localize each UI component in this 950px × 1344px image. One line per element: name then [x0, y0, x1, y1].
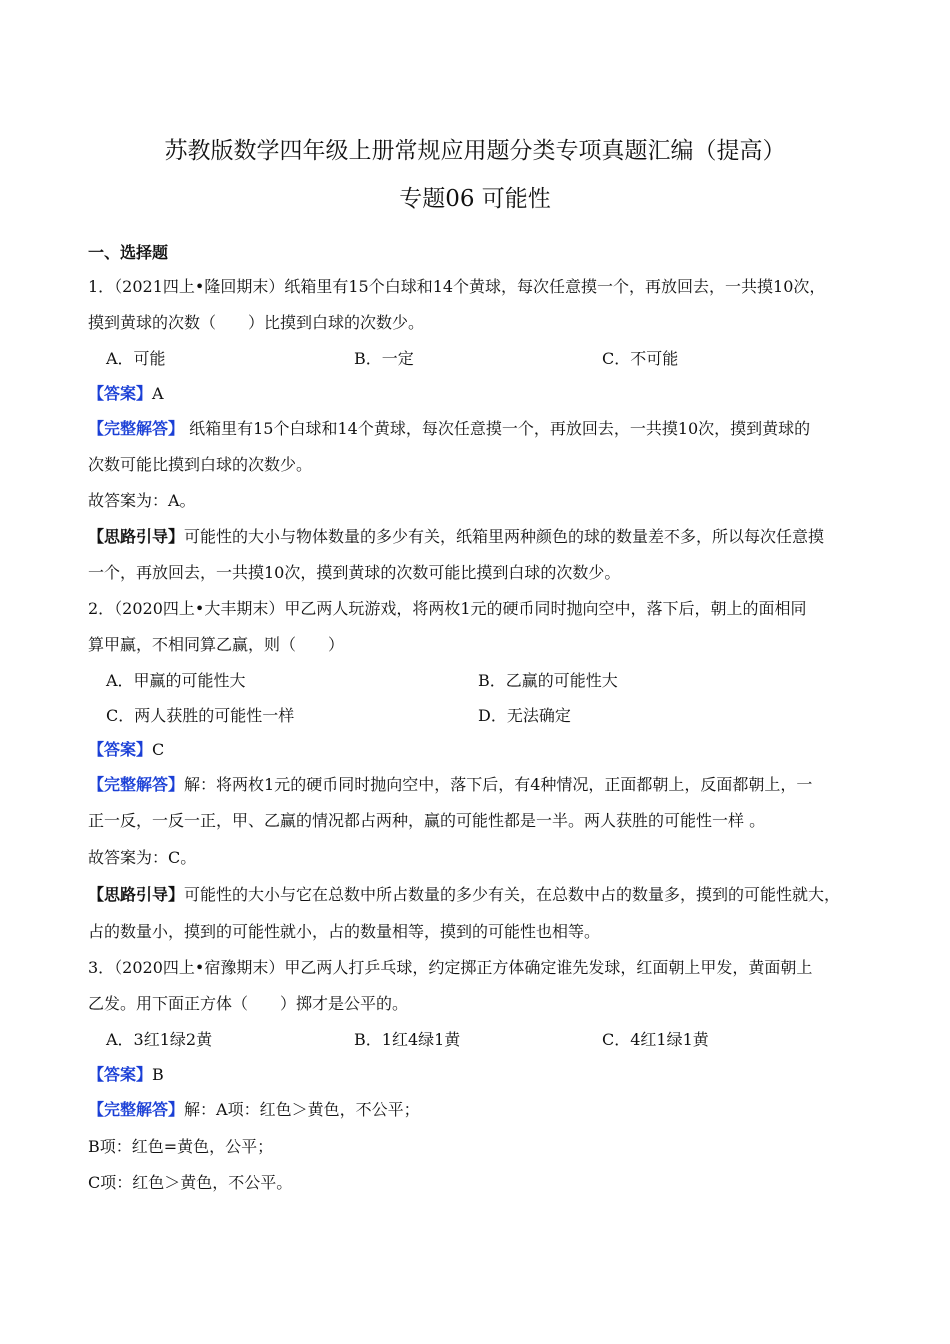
solution-tag: 【完整解答】 [88, 419, 185, 438]
answer-tag: 【答案】 [88, 1065, 153, 1084]
solution-tag: 【完整解答】 [88, 775, 185, 794]
q2-answer [88, 740, 164, 760]
hint-tag: 【思路引导】 [88, 527, 185, 546]
q1-hint-line1 [88, 527, 824, 547]
q3-answer [88, 1065, 164, 1085]
q1-answer [88, 384, 164, 404]
answer-value: B [152, 1065, 164, 1084]
document-title: 苏教版数学四年级上册常规应用题分类专项真题汇编（提高） [164, 138, 786, 164]
q3-solution-line3: C项：红色＞黄色，不公平。 [88, 1173, 293, 1192]
q2-stem-line1: 2．（2020四上•大丰期末）甲乙两人玩游戏，将两枚1元的硬币同时抛向空中，落下后，朝上的面相同 [88, 599, 807, 618]
q2-option-a: A．甲赢的可能性大 [106, 671, 246, 690]
q3-option-a: A．3红1绿2黄 [106, 1030, 213, 1049]
q1-stem-line2: 摸到黄球的次数（ ）比摸到白球的次数少。 [88, 313, 425, 332]
q1-hint-line2: 一个，再放回去，一共摸10次，摸到黄球的次数可能比摸到白球的次数少。 [88, 563, 621, 582]
q1-option-b: B．一定 [354, 349, 414, 368]
q2-option-c: C．两人获胜的可能性一样 [106, 706, 295, 725]
answer-value: A [152, 384, 164, 403]
hint-text: 可能性的大小与它在总数中所占数量的多少有关，在总数中占的数量多，摸到的可能性就大， [184, 885, 841, 904]
solution-tag: 【完整解答】 [88, 1100, 185, 1119]
q3-solution-line2: B项：红色=黄色，公平； [88, 1137, 274, 1156]
answer-tag: 【答案】 [88, 384, 153, 403]
q3-stem-line2: 乙发。用下面正方体（ ）掷才是公平的。 [88, 994, 409, 1013]
q1-option-a: A．可能 [106, 349, 166, 368]
solution-text: 纸箱里有15个白球和14个黄球，每次任意摸一个，再放回去，一共摸10次，摸到黄球的 [184, 419, 811, 438]
q3-solution-line1 [88, 1100, 420, 1120]
q1-solution-line1 [88, 419, 810, 439]
q1-conclusion: 故答案为：A。 [88, 491, 196, 510]
solution-text: 解：将两枚1元的硬币同时抛向空中，落下后，有4种情况，正面都朝上，反面都朝上，一 [184, 775, 813, 794]
q2-hint-line2: 占的数量小，摸到的可能性就小，占的数量相等，摸到的可能性也相等。 [88, 922, 601, 941]
solution-text: 解：A项：红色＞黄色，不公平； [184, 1100, 420, 1119]
q3-stem-line1: 3．（2020四上•宿豫期末）甲乙两人打乒乓球，约定掷正方体确定谁先发球，红面朝上甲发，黄面朝上 [88, 958, 813, 977]
q3-option-b: B．1红4绿1黄 [354, 1030, 461, 1049]
answer-value: C [152, 740, 165, 759]
hint-tag: 【思路引导】 [88, 885, 185, 904]
answer-tag: 【答案】 [88, 740, 153, 759]
q1-solution-line2: 次数可能比摸到白球的次数少。 [88, 455, 313, 474]
q2-hint-line1 [88, 885, 840, 905]
q1-stem-line1: 1．（2021四上•隆回期末）纸箱里有15个白球和14个黄球，每次任意摸一个，再放回去，一共摸10次， [88, 277, 826, 296]
q1-option-c: C．不可能 [602, 349, 679, 368]
q2-stem-line2: 算甲赢，不相同算乙赢，则（ ） [88, 635, 345, 654]
q2-option-d: D．无法确定 [478, 706, 571, 725]
section-heading: 一、选择题 [88, 243, 169, 262]
q2-solution-line2: 正一反，一反一正，甲、乙赢的情况都占两种，赢的可能性都是一半。两人获胜的可能性一样 。 [88, 811, 766, 830]
q3-option-c: C．4红1绿1黄 [602, 1030, 709, 1049]
q2-option-b: B．乙赢的可能性大 [478, 671, 618, 690]
document-subtitle: 专题06 可能性 [399, 186, 551, 212]
hint-text: 可能性的大小与物体数量的多少有关，纸箱里两种颜色的球的数量差不多，所以每次任意摸 [184, 527, 825, 546]
q2-conclusion: 故答案为：C。 [88, 848, 197, 867]
q2-solution-line1 [88, 775, 812, 795]
